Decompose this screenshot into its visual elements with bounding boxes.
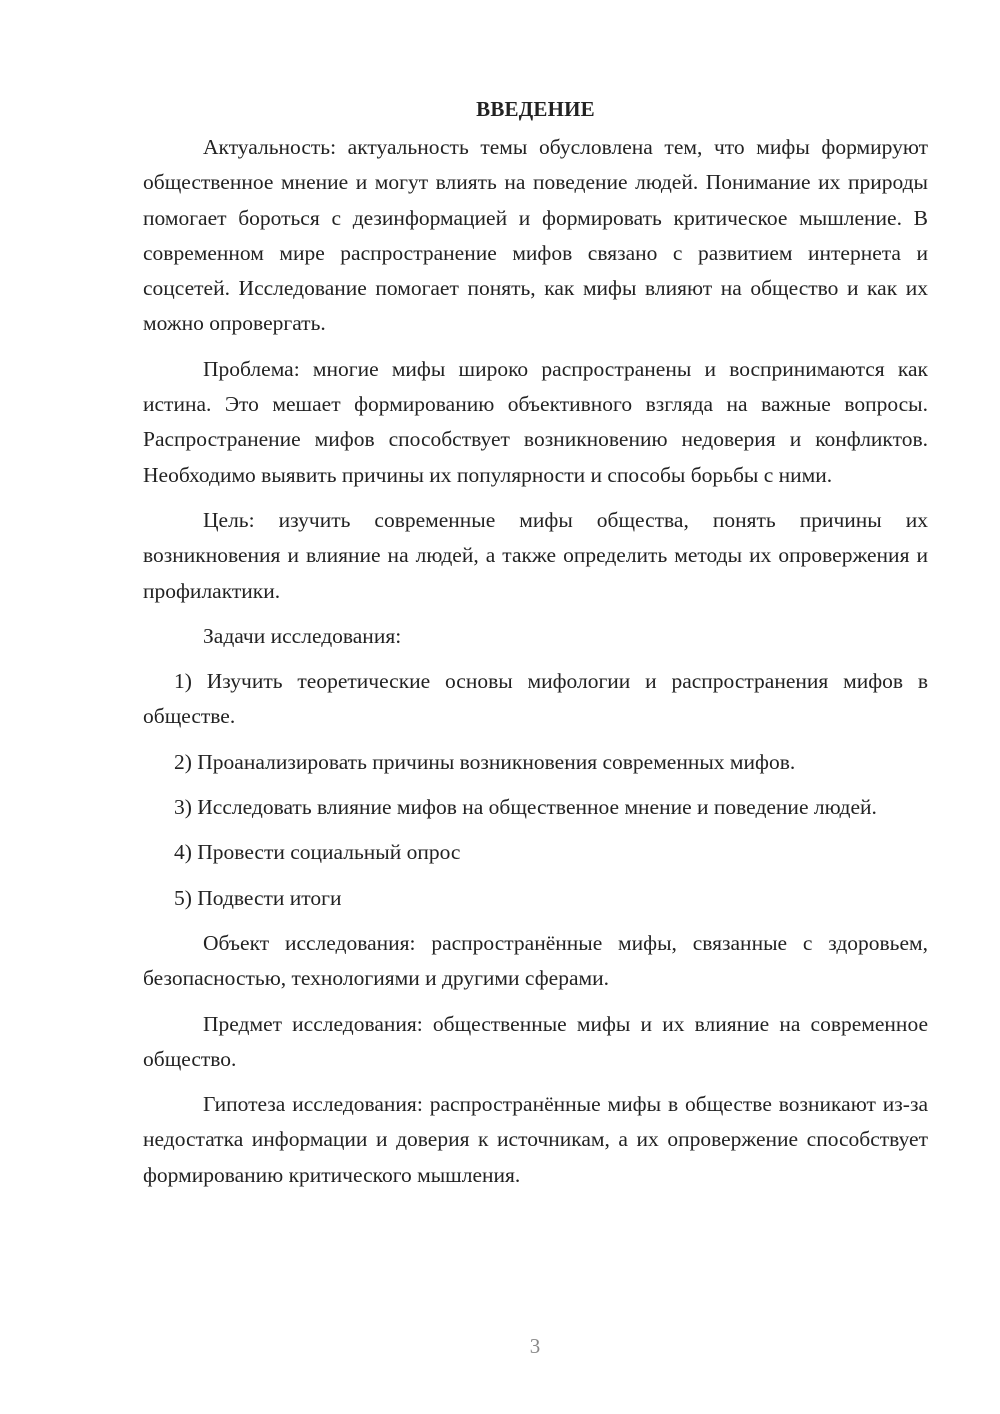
problem-paragraph: Проблема: многие мифы широко распространены и воспринимаются как истина. Это мешает формированию объективного взгляда на важные вопросы. Распространение мифов способствует возникновению недоверия и конфликтов. Необходимо выявить причины их популярности и способы борьбы с ними. <box>143 356 928 487</box>
task-item: 5) Подвести итоги <box>174 885 342 910</box>
hypothesis-paragraph: Гипотеза исследования: распространённые мифы в обществе возникают из-за недостатка информации и доверия к источникам, а их опровержение способствует формированию критического мышления. <box>143 1092 928 1187</box>
tasks-heading: Задачи исследования: <box>203 623 402 648</box>
page-body <box>143 92 928 1193</box>
object-paragraph: Объект исследования: распространённые мифы, связанные с здоровьем, безопасностью, технологиями и другими сферами. <box>143 930 928 991</box>
page-number: 3 <box>529 1334 541 1358</box>
task-item: 3) Исследовать влияние мифов на общественное мнение и поведение людей. <box>174 795 877 820</box>
task-item: 4) Провести социальный опрос <box>174 840 461 865</box>
page-title: ВВЕДЕНИЕ <box>476 97 595 121</box>
relevance-paragraph: Актуальность: актуальность темы обусловлена тем, что мифы формируют общественное мнение и могут влиять на поведение людей. Понимание их природы помогает бороться с дезинформацией и формировать критическое мышление. В современном мире распространение мифов связано с развитием интернета и соцсетей. Исследование помогает понять, как мифы влияют на общество и как их можно опровергать. <box>143 135 928 336</box>
task-item: 1) Изучить теоретические основы мифологии и распространения мифов в обществе. <box>143 669 928 729</box>
task-item: 2) Проанализировать причины возникновения современных мифов. <box>174 749 796 774</box>
goal-paragraph: Цель: изучить современные мифы общества, понять причины их возникновения и влияние на людей, а также определить методы их опровержения и профилактики. <box>143 507 928 603</box>
subject-paragraph: Предмет исследования: общественные мифы и их влияние на современное общество. <box>143 1011 928 1071</box>
